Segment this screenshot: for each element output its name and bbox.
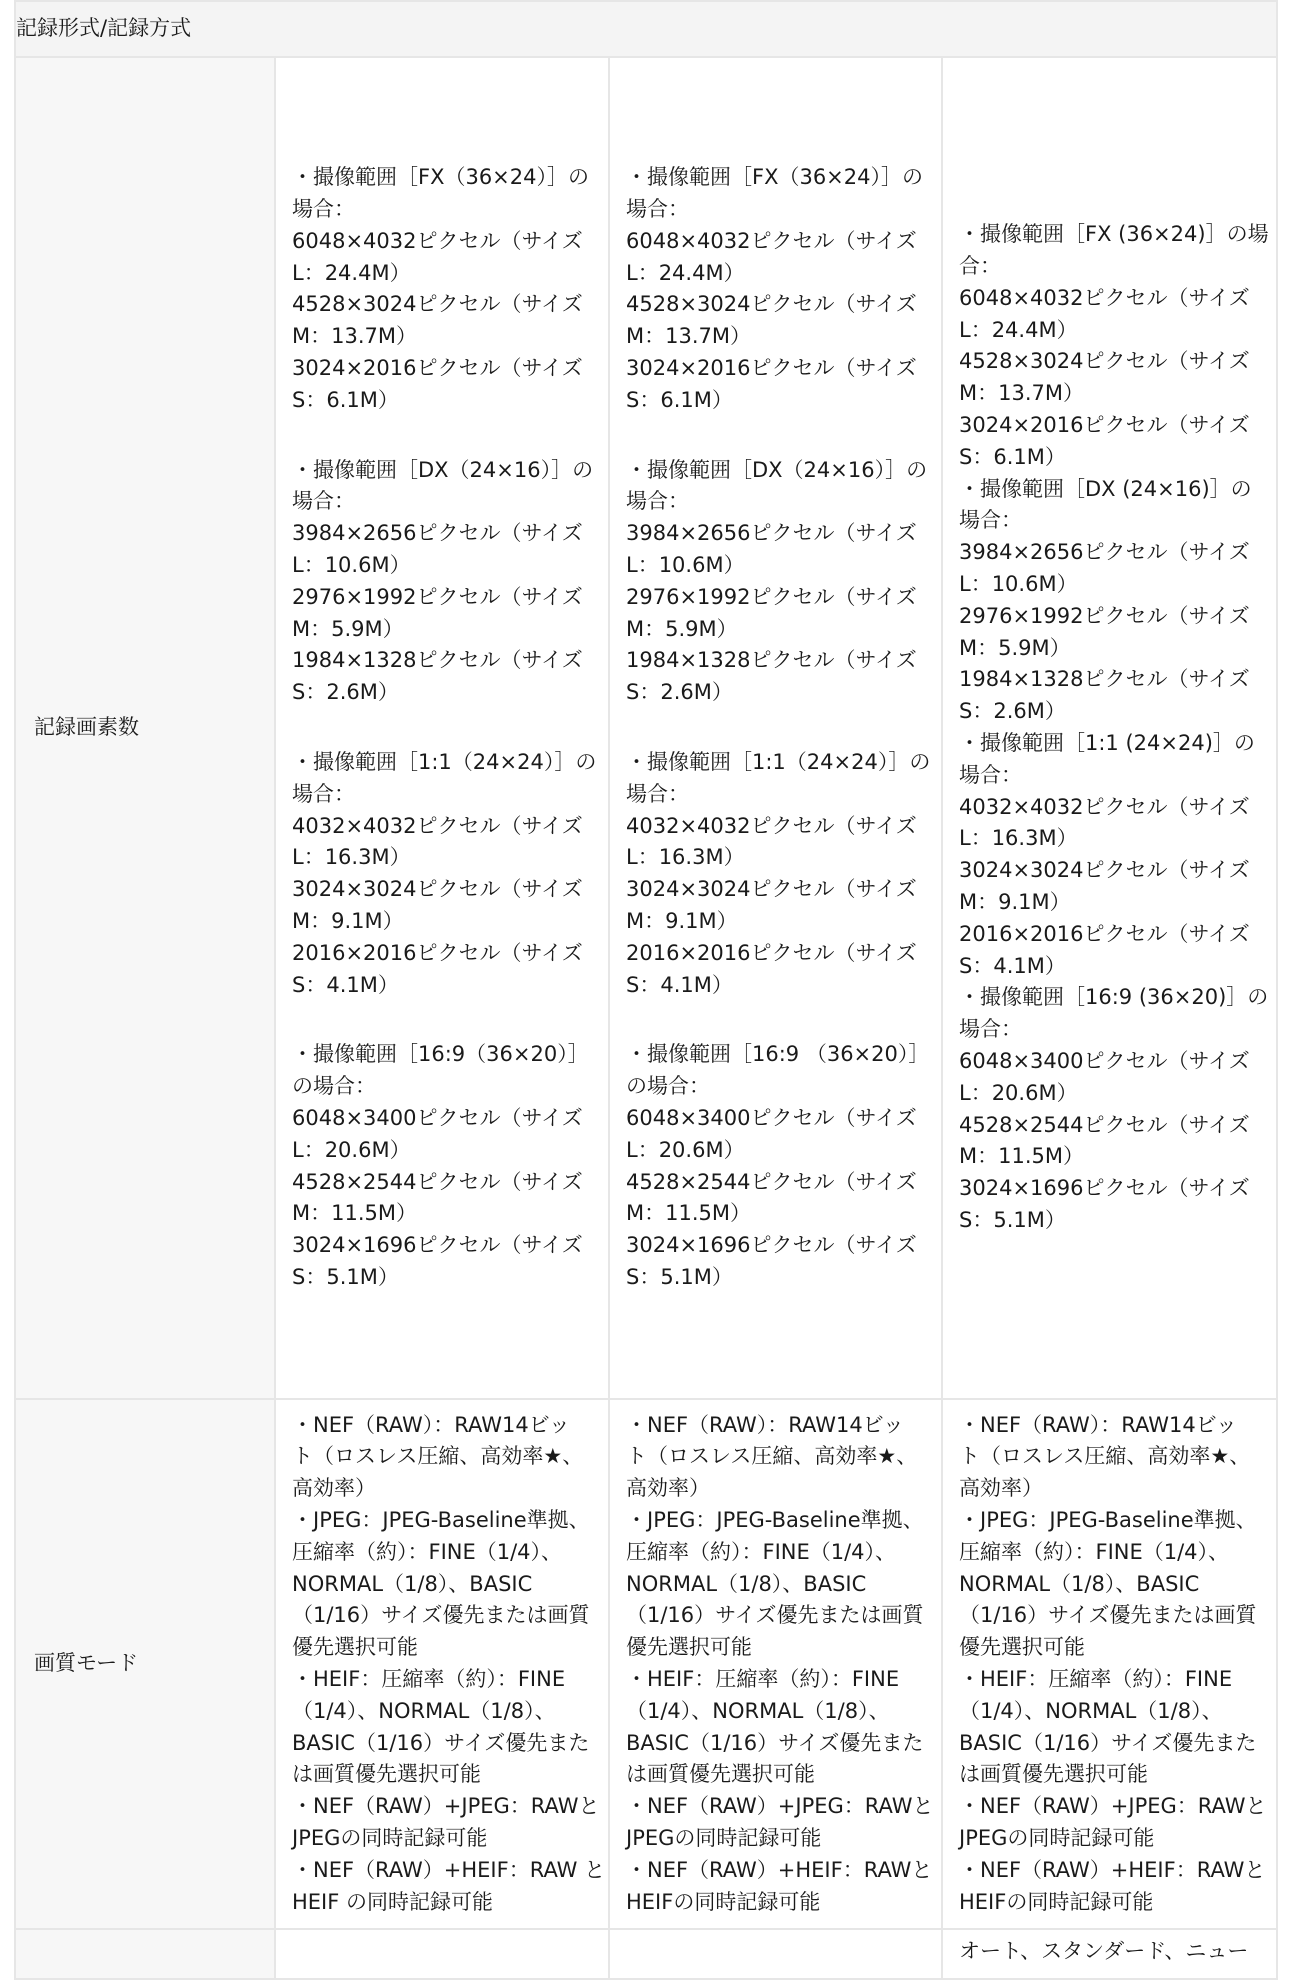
cell-line: M：9.1M） xyxy=(626,908,738,933)
cell-line: M：5.9M） xyxy=(959,635,1071,660)
cell-line: ト（ロスレス圧縮、高効率★、 xyxy=(959,1444,1251,1469)
cell-line: ・NEF（RAW）+HEIF：RAWと xyxy=(626,1857,933,1882)
cell-line: 3024×1696ピクセル（サイズ xyxy=(292,1233,583,1258)
cell-line: 2976×1992ピクセル（サイズ xyxy=(626,584,917,609)
cell-line: （1/16）サイズ優先または画質 xyxy=(959,1603,1257,1628)
cell-line: L：16.3M） xyxy=(292,845,411,870)
cell-line: L：20.6M） xyxy=(959,1080,1078,1105)
cell-line: ・JPEG：JPEG-Baseline準拠、 xyxy=(626,1508,924,1533)
cell-line: L：20.6M） xyxy=(626,1137,745,1162)
spacer xyxy=(292,709,592,747)
cell-line: 3024×3024ピクセル（サイズ xyxy=(292,877,583,902)
spec-row-pixels xyxy=(15,57,1277,1399)
spacer xyxy=(626,709,925,747)
cell-line: 場合： xyxy=(959,762,1022,787)
cell-line: 2016×2016ピクセル（サイズ xyxy=(626,940,917,965)
cell-line: は画質優先選択可能 xyxy=(292,1762,481,1787)
value-cell-model-1 xyxy=(275,57,609,1399)
cell-line: ・NEF（RAW）+JPEG：RAWと xyxy=(626,1794,934,1819)
cell-line: 優先選択可能 xyxy=(292,1635,418,1660)
cell-line: ・撮像範囲［1:1（24×24）］の xyxy=(292,750,597,774)
cell-line: ・撮像範囲［DX（24×16）］の xyxy=(292,457,594,482)
cell-line: ・NEF（RAW）+JPEG：RAWと xyxy=(292,1794,600,1819)
cell-line: ・撮像範囲［16:9（36×20）］ xyxy=(292,1042,589,1067)
cell-line: 2016×2016ピクセル（サイズ xyxy=(959,921,1250,946)
cell-line: ・撮像範囲［FX（36×24）］の xyxy=(292,165,590,190)
cell-line: L：20.6M） xyxy=(292,1137,411,1162)
cell-line: 合： xyxy=(959,254,1001,279)
cell-line: BASIC（1/16）サイズ優先また xyxy=(959,1730,1257,1755)
cell-line: L：10.6M） xyxy=(626,553,745,578)
cell-line: 3024×2016ピクセル（サイズ xyxy=(292,356,583,381)
cell-line: S：2.6M） xyxy=(959,699,1066,724)
cell-line: M：13.7M） xyxy=(292,324,417,349)
cell-line: 場合： xyxy=(292,197,355,222)
value-cell-model-1 xyxy=(275,1929,609,1979)
cell-line: HEIF の同時記録可能 xyxy=(292,1889,494,1914)
cell-line: M：11.5M） xyxy=(959,1144,1084,1169)
cell-line: ・撮像範囲［1:1 (24×24)］の xyxy=(959,731,1255,755)
cell-line: 圧縮率（約）：FINE（1/4）、 xyxy=(626,1539,897,1564)
cell-line: L：10.6M） xyxy=(292,553,411,578)
cell-line: （1/16）サイズ優先または画質 xyxy=(292,1603,590,1628)
cell-line: 2976×1992ピクセル（サイズ xyxy=(959,603,1250,628)
cell-line: S：2.6M） xyxy=(626,680,733,705)
cell-line: ・撮像範囲［FX（36×24）］の xyxy=(626,165,924,190)
cell-line: 3024×1696ピクセル（サイズ xyxy=(626,1233,917,1258)
spacer xyxy=(292,1001,592,1039)
cell-line: JPEGの同時記録可能 xyxy=(626,1825,822,1850)
cell-line: L：24.4M） xyxy=(292,260,411,285)
cell-line: HEIFの同時記録可能 xyxy=(959,1889,1154,1914)
value-cell-model-3 xyxy=(942,1399,1277,1929)
cell-line: 高効率） xyxy=(292,1476,376,1501)
cell-line: 3984×2656ピクセル（サイズ xyxy=(626,521,917,546)
cell-line: ・撮像範囲［DX（24×16）］の xyxy=(626,457,928,482)
cell-line: 場合： xyxy=(292,781,355,806)
cell-line: S：4.1M） xyxy=(626,972,733,997)
cell-line: 4528×3024ピクセル（サイズ xyxy=(292,292,583,317)
cell-line: S：4.1M） xyxy=(292,972,399,997)
value-cell-model-3 xyxy=(942,1929,1277,1979)
cell-line: 場合： xyxy=(626,197,689,222)
cell-line: 6048×3400ピクセル（サイズ xyxy=(292,1105,583,1130)
spacer xyxy=(626,1001,925,1039)
cell-line: 3984×2656ピクセル（サイズ xyxy=(292,521,583,546)
cell-line: 場合： xyxy=(626,489,689,514)
cell-line: M：13.7M） xyxy=(626,324,751,349)
cell-line: ・HEIF：圧縮率（約）：FINE xyxy=(292,1667,566,1691)
cell-line: 4032×4032ピクセル（サイズ xyxy=(959,794,1250,819)
cell-line: 優先選択可能 xyxy=(626,1635,752,1660)
cell-line: ・NEF（RAW）：RAW14ビッ xyxy=(959,1412,1237,1437)
cell-line: ・撮像範囲［DX (24×16)］の xyxy=(959,476,1252,501)
cell-line: ・NEF（RAW）：RAW14ビッ xyxy=(292,1412,570,1437)
row-label xyxy=(15,1929,275,1979)
cell-line: ・JPEG：JPEG-Baseline準拠、 xyxy=(292,1508,590,1533)
cell-line: S：6.1M） xyxy=(626,387,733,412)
cell-line: 1984×1328ピクセル（サイズ xyxy=(292,648,583,673)
cell-line: M：9.1M） xyxy=(959,889,1071,914)
spacer xyxy=(626,417,925,455)
spacer xyxy=(292,417,592,455)
cell-line: 3984×2656ピクセル（サイズ xyxy=(959,540,1250,565)
cell-line: 圧縮率（約）：FINE（1/4）、 xyxy=(959,1539,1230,1564)
cell-line: NORMAL（1/8）、BASIC xyxy=(626,1571,867,1596)
cell-line: ・撮像範囲［1:1（24×24）］の xyxy=(626,750,931,774)
cell-line: ・NEF（RAW）+JPEG：RAWと xyxy=(959,1794,1267,1819)
cell-line: S：5.1M） xyxy=(959,1207,1066,1232)
cell-line: M：13.7M） xyxy=(959,381,1084,406)
cell-line: 6048×3400ピクセル（サイズ xyxy=(959,1048,1250,1073)
cell-line: NORMAL（1/8）、BASIC xyxy=(292,1571,533,1596)
cell-line: の場合： xyxy=(626,1074,710,1099)
cell-text: オート、スタンダード、ニュー xyxy=(959,1939,1249,1963)
cell-line: 2976×1992ピクセル（サイズ xyxy=(292,584,583,609)
cell-line: の場合： xyxy=(292,1074,376,1099)
cell-line: 3024×1696ピクセル（サイズ xyxy=(959,1176,1250,1201)
cell-line: M：11.5M） xyxy=(626,1201,751,1226)
cell-line: 高効率） xyxy=(626,1476,710,1501)
cell-line: ・HEIF：圧縮率（約）：FINE xyxy=(959,1667,1233,1691)
cell-line: 6048×4032ピクセル（サイズ xyxy=(626,228,917,253)
cell-line: 優先選択可能 xyxy=(959,1635,1085,1660)
cell-line: ト（ロスレス圧縮、高効率★、 xyxy=(626,1444,918,1469)
cell-line: L：16.3M） xyxy=(959,826,1078,851)
cell-line: （1/4）、NORMAL（1/8）、 xyxy=(626,1698,890,1723)
cell-line: 2016×2016ピクセル（サイズ xyxy=(292,940,583,965)
cell-line: JPEGの同時記録可能 xyxy=(292,1825,488,1850)
cell-line: 6048×3400ピクセル（サイズ xyxy=(626,1105,917,1130)
cell-line: S：6.1M） xyxy=(292,387,399,412)
cell-line: 3024×2016ピクセル（サイズ xyxy=(959,413,1250,438)
cell-line: （1/4）、NORMAL（1/8）、 xyxy=(959,1698,1223,1723)
cell-line: 3024×3024ピクセル（サイズ xyxy=(959,858,1250,883)
cell-line: は画質優先選択可能 xyxy=(626,1762,815,1787)
cell-line: ・NEF（RAW）+HEIF：RAW と xyxy=(292,1857,606,1882)
cell-line: M：11.5M） xyxy=(292,1201,417,1226)
cell-line: 4528×3024ピクセル（サイズ xyxy=(959,349,1250,374)
cell-line: S：2.6M） xyxy=(292,680,399,705)
spec-row-quality xyxy=(15,1399,1277,1929)
cell-line: ・撮像範囲［FX (36×24)］の場 xyxy=(959,222,1269,247)
cell-line: JPEGの同時記録可能 xyxy=(959,1825,1155,1850)
section-header-row xyxy=(15,1,1277,57)
cell-line: 4032×4032ピクセル（サイズ xyxy=(292,813,583,838)
cell-line: S：4.1M） xyxy=(959,953,1066,978)
cell-line: L：16.3M） xyxy=(626,845,745,870)
cell-line: 高効率） xyxy=(959,1476,1043,1501)
cell-line: ・NEF（RAW）+HEIF：RAWと xyxy=(959,1857,1266,1882)
cell-line: 1984×1328ピクセル（サイズ xyxy=(959,667,1250,692)
cell-line: 3024×2016ピクセル（サイズ xyxy=(626,356,917,381)
cell-line: 4032×4032ピクセル（サイズ xyxy=(626,813,917,838)
value-cell-model-2 xyxy=(609,1929,942,1979)
row-label: 画質モード xyxy=(15,1399,275,1929)
cell-line: BASIC（1/16）サイズ優先また xyxy=(626,1730,924,1755)
cell-line: 4528×2544ピクセル（サイズ xyxy=(292,1169,583,1194)
cell-line: M：5.9M） xyxy=(626,616,738,641)
cell-line: 4528×3024ピクセル（サイズ xyxy=(626,292,917,317)
cell-line: ト（ロスレス圧縮、高効率★、 xyxy=(292,1444,584,1469)
cell-line: BASIC（1/16）サイズ優先また xyxy=(292,1730,590,1755)
cell-line: S：5.1M） xyxy=(626,1264,733,1289)
value-cell-model-2 xyxy=(609,1399,942,1929)
cell-line: ・撮像範囲［16:9 （36×20）］ xyxy=(626,1042,930,1067)
cell-line: L：10.6M） xyxy=(959,572,1078,597)
cell-line: は画質優先選択可能 xyxy=(959,1762,1148,1787)
cell-line: S：6.1M） xyxy=(959,444,1066,469)
cell-line: ・NEF（RAW）：RAW14ビッ xyxy=(626,1412,904,1437)
cell-line: 場合： xyxy=(959,508,1022,533)
cell-line: （1/16）サイズ優先または画質 xyxy=(626,1603,924,1628)
cell-line: 4528×2544ピクセル（サイズ xyxy=(959,1112,1250,1137)
cell-line: ・撮像範囲［16:9 (36×20)］の xyxy=(959,985,1269,1010)
value-cell-model-1 xyxy=(275,1399,609,1929)
cell-line: S：5.1M） xyxy=(292,1264,399,1289)
cell-line: M：9.1M） xyxy=(292,908,404,933)
cell-line: ・JPEG：JPEG-Baseline準拠、 xyxy=(959,1508,1257,1533)
spec-table xyxy=(14,0,1278,1980)
cell-line: HEIFの同時記録可能 xyxy=(626,1889,821,1914)
section-title: 記録形式/記録方式 xyxy=(15,1,1277,57)
cell-line: 場合： xyxy=(626,781,689,806)
cell-line: 圧縮率（約）：FINE（1/4）、 xyxy=(292,1539,563,1564)
row-label: 記録画素数 xyxy=(15,57,275,1399)
cell-line: 3024×3024ピクセル（サイズ xyxy=(626,877,917,902)
cell-line: M：5.9M） xyxy=(292,616,404,641)
cell-line: 1984×1328ピクセル（サイズ xyxy=(626,648,917,673)
cell-line: L：24.4M） xyxy=(626,260,745,285)
cell-line: L：24.4M） xyxy=(959,317,1078,342)
value-cell-model-2 xyxy=(609,57,942,1399)
cell-line: 場合： xyxy=(292,489,355,514)
cell-line: NORMAL（1/8）、BASIC xyxy=(959,1571,1200,1596)
cell-line: ・HEIF：圧縮率（約）：FINE xyxy=(626,1667,900,1691)
spec-row-partial xyxy=(15,1929,1277,1979)
value-cell-model-3 xyxy=(942,57,1277,1399)
cell-line: 場合： xyxy=(959,1017,1022,1042)
cell-line: 6048×4032ピクセル（サイズ xyxy=(292,228,583,253)
cell-line: 6048×4032ピクセル（サイズ xyxy=(959,285,1250,310)
cell-line: （1/4）、NORMAL（1/8）、 xyxy=(292,1698,556,1723)
cell-line: 4528×2544ピクセル（サイズ xyxy=(626,1169,917,1194)
